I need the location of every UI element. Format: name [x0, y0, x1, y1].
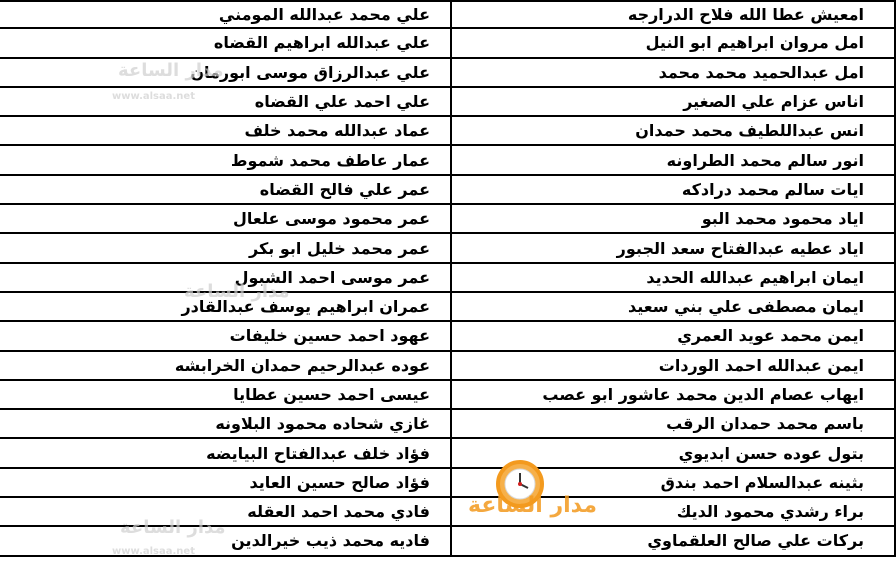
watermark-site-top: www.alsaa.net [112, 91, 195, 102]
name-cell-right: ايات سالم محمد درادكه [450, 176, 896, 205]
name-cell-right: ايمان ابراهيم عبدالله الحديد [450, 264, 896, 293]
name-cell-right: ايمن محمد عويد العمري [450, 322, 896, 351]
name-cell-left: عهود احمد حسين خليفات [0, 322, 450, 351]
name-cell-right: اياد محمود محمد البو [450, 205, 896, 234]
name-cell-left: عمر محمد خليل ابو بكر [0, 234, 450, 263]
name-cell-right: امعيش عطا الله فلاح الدرارجه [450, 0, 896, 29]
name-cell-left: علي عبدالله ابراهيم القضاه [0, 29, 450, 58]
name-cell-left: عمر محمود موسى علعال [0, 205, 450, 234]
watermark-site-bottom: www.alsaa.net [112, 546, 195, 557]
name-cell-left: عماد عبدالله محمد خلف [0, 117, 450, 146]
name-cell-left: عيسى احمد حسين عطايا [0, 381, 450, 410]
name-cell-left: علي عبدالرزاق موسى ابورمان [0, 59, 450, 88]
clock-logo-icon [462, 452, 598, 518]
name-cell-right: ايهاب عصام الدين محمد عاشور ابو عصب [450, 381, 896, 410]
name-cell-right: انور سالم محمد الطراونه [450, 146, 896, 175]
name-cell-left: غازي شحاده محمود البلاونه [0, 410, 450, 439]
name-cell-left: علي احمد علي القضاه [0, 88, 450, 117]
name-cell-right: باسم محمد حمدان الرقب [450, 410, 896, 439]
watermark-brand-middle: مدار الساعة [184, 281, 290, 302]
name-cell-right: امل عبدالحميد محمد محمد [450, 59, 896, 88]
watermark-brand-top: مدار الساعة [118, 60, 224, 81]
name-cell-left: فؤاد صالح حسين العايد [0, 469, 450, 498]
name-cell-right: بثينه عبدالسلام احمد بندق [450, 469, 896, 498]
name-cell-right: انس عبداللطيف محمد حمدان [450, 117, 896, 146]
name-cell-left: عمر موسى احمد الشبول [0, 264, 450, 293]
name-cell-right: اناس عزام علي الصغير [450, 88, 896, 117]
name-cell-left: عمر علي فالح القضاه [0, 176, 450, 205]
logo-text: مدار الساعة [468, 493, 598, 518]
name-cell-right: امل مروان ابراهيم ابو النيل [450, 29, 896, 58]
name-cell-left: عوده عبدالرحيم حمدان الخرابشه [0, 352, 450, 381]
watermark-brand-bottom: مدار الساعة [120, 517, 226, 538]
name-cell-right: ايمان مصطفى علي بني سعيد [450, 293, 896, 322]
name-cell-right: براء رشدي محمود الديك [450, 498, 896, 527]
name-cell-right: اياد عطيه عبدالفتاح سعد الجبور [450, 234, 896, 263]
name-cell-left: عمران ابراهيم يوسف عبدالقادر [0, 293, 450, 322]
name-cell-left: فادي محمد احمد العقله [0, 498, 450, 527]
name-cell-left: عمار عاطف محمد شموط [0, 146, 450, 175]
name-cell-left: علي محمد عبدالله المومني [0, 0, 450, 29]
alsaa-logo [462, 452, 598, 518]
name-cell-left: فؤاد خلف عبدالفتاح البيايضه [0, 439, 450, 468]
name-cell-right: بركات علي صالح العلقماوي [450, 527, 896, 556]
name-cell-right: ايمن عبدالله احمد الوردات [450, 352, 896, 381]
name-cell-right: بتول عوده حسن ابديوي [450, 439, 896, 468]
name-cell-left: فاديه محمد ذيب خيرالدين [0, 527, 450, 556]
